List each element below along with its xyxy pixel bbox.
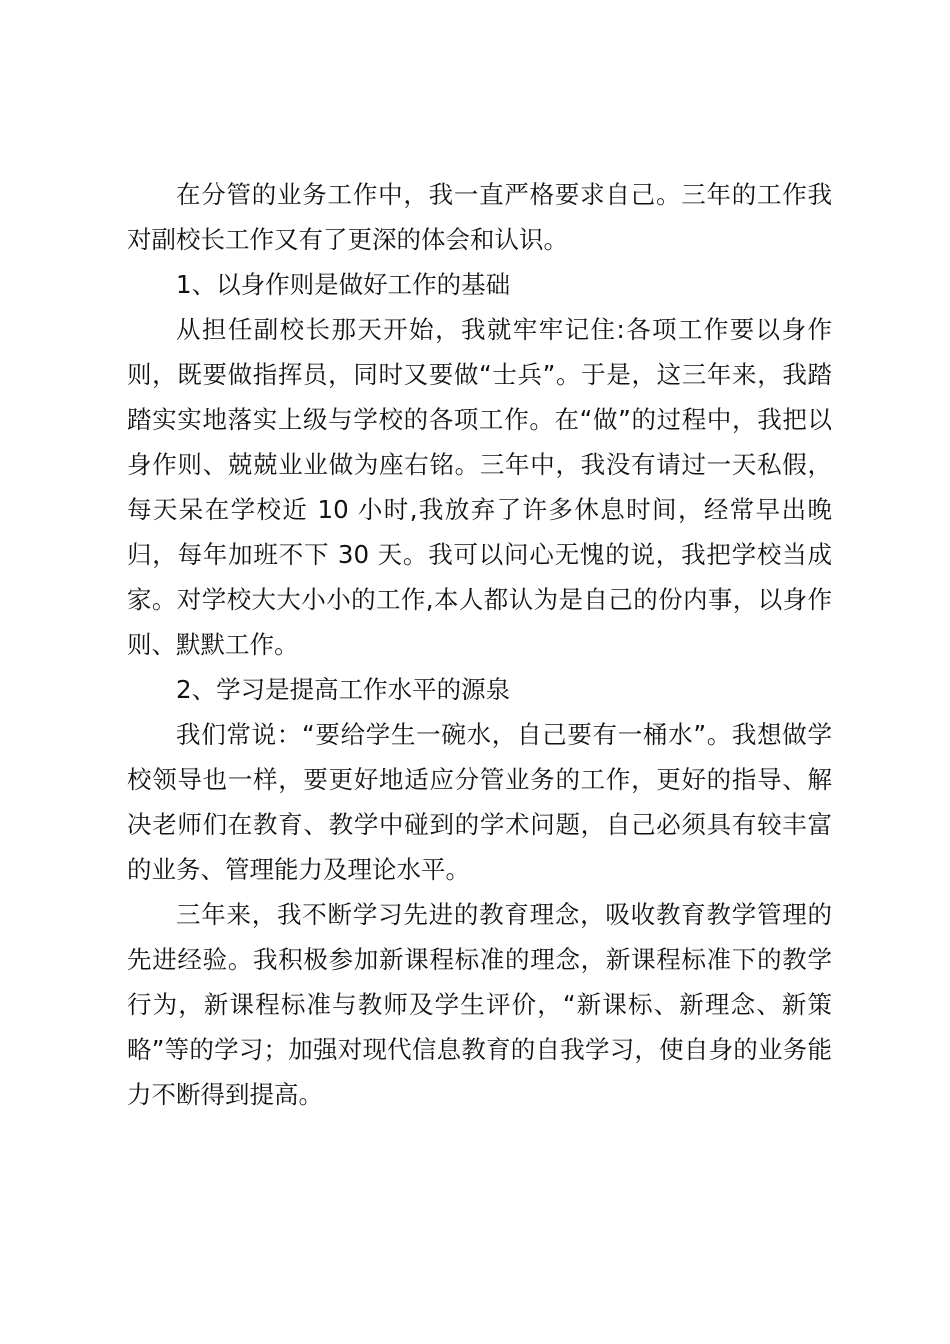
section-heading-2: 2、学习是提高工作水平的源泉 (176, 675, 511, 704)
paragraph-intro: 在分管的业务工作中，我一直严格要求自己。三年的工作我对副校长工作又有了更深的体会和认识。 (127, 180, 832, 254)
document-body (127, 172, 832, 1117)
paragraph-section-2b: 三年来，我不断学习先进的教育理念，吸收教育教学管理的先进经验。我积极参加新课程标准的理念，新课程标准下的教学行为，新课程标准与教师及学生评价，“新课标、新理念、新策略”等的学习；加强对现代信息教育的自我学习，使自身的业务能力不断得到提高。 (127, 900, 832, 1109)
paragraph-section-1: 从担任副校长那天开始，我就牢牢记住:各项工作要以身作则，既要做指挥员，同时又要做“士兵”。于是，这三年来，我踏踏实实地落实上级与学校的各项工作。在“做”的过程中，我把以身作则、兢兢业业做为座右铭。三年中，我没有请过一天私假，每天呆在学校近 10 小时,我放弃了许多休息时间，经常早出晚归，每年加班不下 30 天。我可以问心无愧的说，我把学校当成家。对学校大大小小的工作,本人都认为是自己的份内事，以身作则、默默工作。 (127, 315, 832, 659)
section-heading-1: 1、以身作则是做好工作的基础 (176, 270, 511, 299)
paragraph-section-2a: 我们常说：“要给学生一碗水，自己要有一桶水”。我想做学校领导也一样，要更好地适应分管业务的工作，更好的指导、解决老师们在教育、教学中碰到的学术问题，自己必须具有较丰富的业务、管理能力及理论水平。 (127, 720, 832, 884)
